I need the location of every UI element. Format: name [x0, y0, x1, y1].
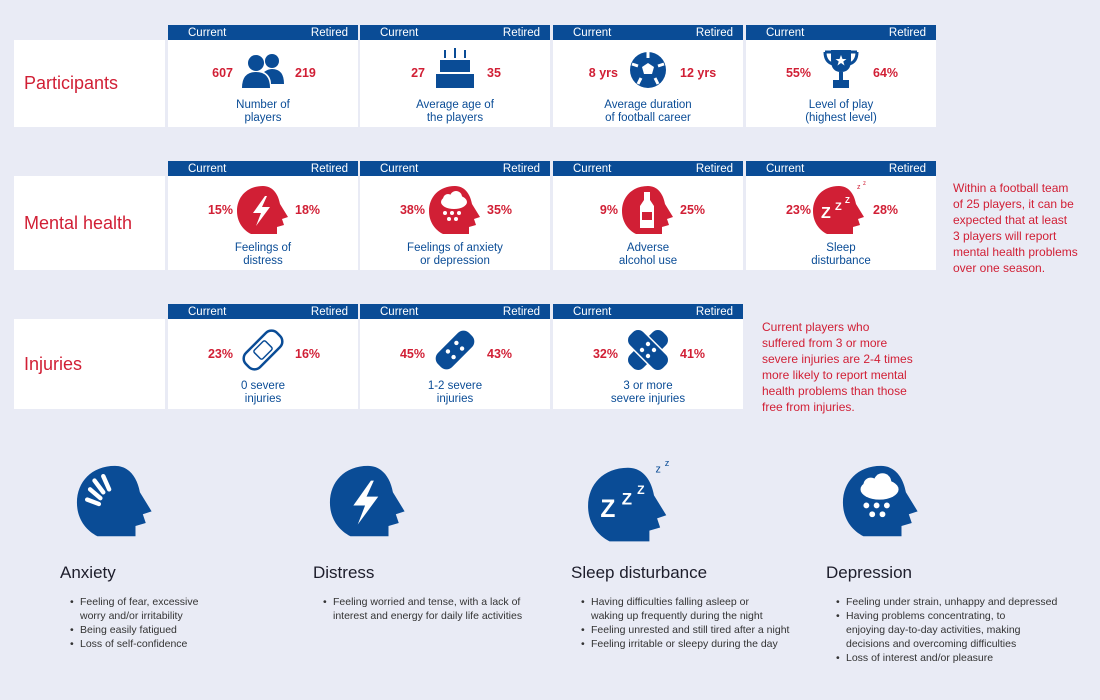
card-header [168, 25, 358, 40]
svg-text:z: z [664, 458, 670, 469]
current-header: Current [573, 26, 612, 39]
card-caption: Level of play (highest level) [805, 99, 877, 124]
distress-head-icon [235, 184, 291, 238]
bandage-icon [430, 325, 480, 375]
retired-header: Retired [695, 162, 733, 175]
list-item: • Loss of interest and/or pleasure [836, 651, 1056, 665]
svg-text:z: z [857, 184, 861, 191]
football-icon [628, 50, 668, 90]
svg-text:Z: Z [637, 482, 645, 497]
current-header: Current [188, 305, 227, 318]
retired-value: 41% [680, 347, 706, 361]
list-item: • Being easily fatigued [70, 623, 290, 637]
card-header [746, 25, 936, 40]
card-career-duration [553, 25, 743, 127]
card-caption: Average duration of football career [604, 99, 692, 124]
retired-header: Retired [502, 26, 540, 39]
list-item: • Loss of self-confidence [70, 637, 290, 651]
condition-title: Depression [826, 563, 912, 582]
card-header [168, 304, 358, 319]
card-level-of-play [746, 25, 936, 127]
condition-bullets [313, 595, 543, 623]
trophy-icon [821, 48, 861, 90]
current-header: Current [380, 26, 419, 39]
condition-bullets [571, 595, 801, 651]
retired-header: Retired [502, 305, 540, 318]
svg-text:Z: Z [845, 196, 850, 205]
card-caption: Average age of the players [416, 99, 494, 124]
list-item: • Feeling worried and tense, with a lack of interest and energy for daily life activities [323, 595, 538, 623]
card-header [360, 161, 550, 176]
card-caption: Number of players [236, 99, 290, 124]
svg-text:z: z [863, 181, 866, 187]
retired-value: 35 [487, 66, 501, 80]
current-header: Current [380, 162, 419, 175]
condition-title: Anxiety [60, 563, 116, 582]
retired-header: Retired [695, 26, 733, 39]
card-caption: Sleep disturbance [811, 242, 871, 267]
card-number-of-players [168, 25, 358, 127]
retired-header: Retired [695, 305, 733, 318]
retired-value: 219 [295, 66, 316, 80]
card-three-plus-severe-injuries [553, 304, 743, 409]
crossed-bandages-icon [621, 323, 675, 377]
card-caption: 0 severe injuries [240, 380, 286, 405]
card-caption: Adverse alcohol use [618, 242, 678, 267]
row-label-participants: Participants [14, 40, 165, 127]
condition-title: Sleep disturbance [571, 563, 708, 582]
retired-header: Retired [888, 162, 926, 175]
card-caption: 3 or more severe injuries [610, 380, 686, 405]
list-item: • Feeling under strain, unhappy and depressed [836, 595, 1066, 609]
sleep-head-icon [585, 458, 677, 548]
card-sleep-disturbance [746, 161, 936, 270]
current-value: 607 [212, 66, 233, 80]
row-label-injuries: Injuries [14, 319, 165, 409]
condition-sleep-disturbance [571, 458, 801, 651]
card-header [360, 304, 550, 319]
retired-header: Retired [502, 162, 540, 175]
people-icon [238, 52, 288, 90]
current-value: 23% [207, 347, 233, 361]
card-header [553, 25, 743, 40]
alcohol-head-icon [620, 184, 676, 238]
card-average-age [360, 25, 550, 127]
card-caption: Feelings of anxiety or depression [407, 242, 503, 267]
retired-value: 12 yrs [680, 66, 717, 80]
card-header [553, 161, 743, 176]
svg-text:Z: Z [600, 495, 616, 523]
card-alcohol-use [553, 161, 743, 270]
plain-bandage-icon [238, 325, 288, 375]
card-one-two-severe-injuries [360, 304, 550, 409]
condition-distress [313, 462, 543, 623]
current-header: Current [766, 162, 805, 175]
card-caption: Feelings of distress [234, 242, 292, 267]
retired-value: 43% [487, 347, 513, 361]
current-header: Current [573, 305, 612, 318]
distress-head-icon [327, 462, 409, 546]
retired-header: Retired [310, 26, 348, 39]
condition-bullets [826, 595, 1056, 665]
retired-header: Retired [888, 26, 926, 39]
card-header [746, 161, 936, 176]
current-value: 27 [411, 66, 425, 80]
card-header [168, 161, 358, 176]
current-value: 9% [599, 203, 618, 217]
list-item: • Having difficulties falling asleep or waking up frequently during the night [581, 595, 776, 623]
svg-text:z: z [655, 463, 661, 476]
depression-head-icon [840, 462, 922, 546]
current-value: 8 yrs [588, 66, 618, 80]
card-anxiety-depression [360, 161, 550, 270]
current-value: 45% [399, 347, 425, 361]
current-value: 55% [785, 66, 811, 80]
retired-value: 35% [487, 203, 513, 217]
retired-value: 18% [295, 203, 321, 217]
svg-text:Z: Z [621, 489, 633, 509]
current-header: Current [380, 305, 419, 318]
card-caption: 1-2 severe injuries [427, 380, 483, 405]
mental-health-note: Within a football team of 25 players, it can be expected that at least 3 players will report mental health problems over one season. [953, 181, 1078, 275]
svg-text:Z: Z [821, 205, 831, 222]
injuries-note: Current players who suffered from 3 or more severe injuries are 2-4 times more likely to report mental health problems than those free from injuries. [762, 320, 913, 414]
anxiety-head-icon [74, 462, 156, 546]
cake-icon [432, 46, 478, 90]
current-header: Current [188, 162, 227, 175]
depression-head-icon [427, 184, 483, 238]
card-header [553, 304, 743, 319]
current-header: Current [188, 26, 227, 39]
condition-anxiety [60, 462, 290, 651]
retired-value: 16% [295, 347, 321, 361]
retired-header: Retired [310, 305, 348, 318]
condition-depression [826, 462, 1056, 665]
row-label-mental-health: Mental health [14, 176, 165, 270]
card-header [360, 25, 550, 40]
condition-title: Distress [313, 563, 375, 582]
current-value: 32% [592, 347, 618, 361]
list-item: • Feeling unrested and still tired after a night [581, 623, 801, 637]
current-value: 38% [399, 203, 425, 217]
retired-value: 28% [873, 203, 899, 217]
list-item: • Feeling of fear, excessive worry and/or irritability [70, 595, 200, 623]
card-no-severe-injuries [168, 304, 358, 409]
retired-value: 64% [873, 66, 899, 80]
list-item: • Having problems concentrating, to enjoying day-to-day activities, making decisions and overcoming difficulties [836, 609, 1041, 651]
current-header: Current [766, 26, 805, 39]
card-distress [168, 161, 358, 270]
sleep-head-icon [811, 180, 871, 238]
current-header: Current [573, 162, 612, 175]
svg-text:Z: Z [835, 201, 842, 213]
current-value: 23% [785, 203, 811, 217]
retired-value: 25% [680, 203, 706, 217]
condition-bullets [60, 595, 290, 651]
retired-header: Retired [310, 162, 348, 175]
list-item: • Feeling irritable or sleepy during the day [581, 637, 801, 651]
current-value: 15% [207, 203, 233, 217]
